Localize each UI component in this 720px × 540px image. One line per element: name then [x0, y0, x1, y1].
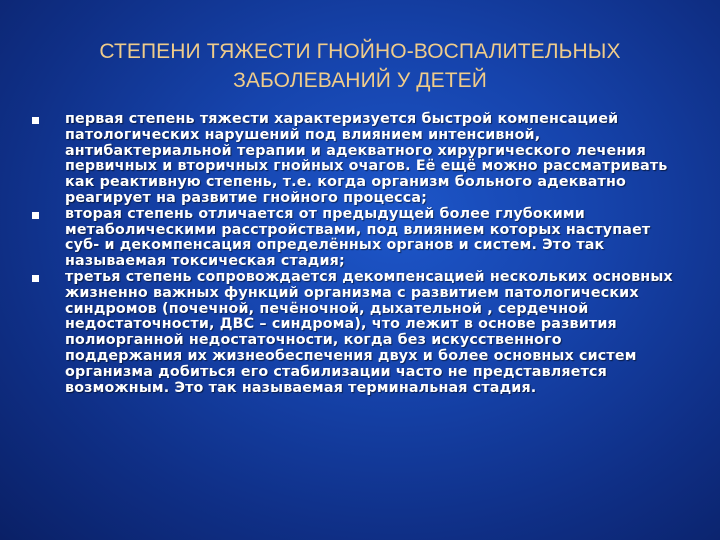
- bullet-text: вторая степень отличается от предыдущей более глубокими метаболическими расстройствами, под влиянием которых наступает суб- и декомпенсация определённых органов и систем. Это так называемая токсическая стадия;: [65, 205, 651, 270]
- bullet-item-third-degree: [32, 270, 682, 396]
- square-bullet-icon: [32, 275, 39, 282]
- bullet-item-first-degree: [32, 112, 682, 207]
- slide-title: [40, 37, 680, 95]
- title-line-2: ЗАБОЛЕВАНИЙ У ДЕТЕЙ: [233, 69, 487, 92]
- square-bullet-icon: [32, 117, 39, 124]
- square-bullet-icon: [32, 212, 39, 219]
- bullet-text: третья степень сопровождается декомпенсацией нескольких основных жизненно важных функций организма с развитием патологических синдромов (почечной, печёночной, дыхательной , сердечной недостаточности, ДВС – синдрома), что лежит в основе развития полиорганной недостаточности, когда без искусственного поддержания их жизнеобеспечения двух и более основных систем организма добиться его стабилизации часто не представляется возможным. Это так называемая терминальная стадия.: [65, 268, 673, 396]
- bullet-list: [32, 112, 682, 396]
- bullet-item-second-degree: [32, 207, 682, 270]
- title-line-1: СТЕПЕНИ ТЯЖЕСТИ ГНОЙНО-ВОСПАЛИТЕЛЬНЫХ: [99, 40, 621, 63]
- bullet-text: первая степень тяжести характеризуется быстрой компенсацией патологических нарушений под влиянием интенсивной, антибактериальной терапии и адекватного хирургического лечения первичных и вторичных гнойных очагов. Её ещё можно рассматривать как реактивную степень, т.е. когда организм больного адекватно реагирует на развитие гнойного процесса;: [65, 111, 668, 206]
